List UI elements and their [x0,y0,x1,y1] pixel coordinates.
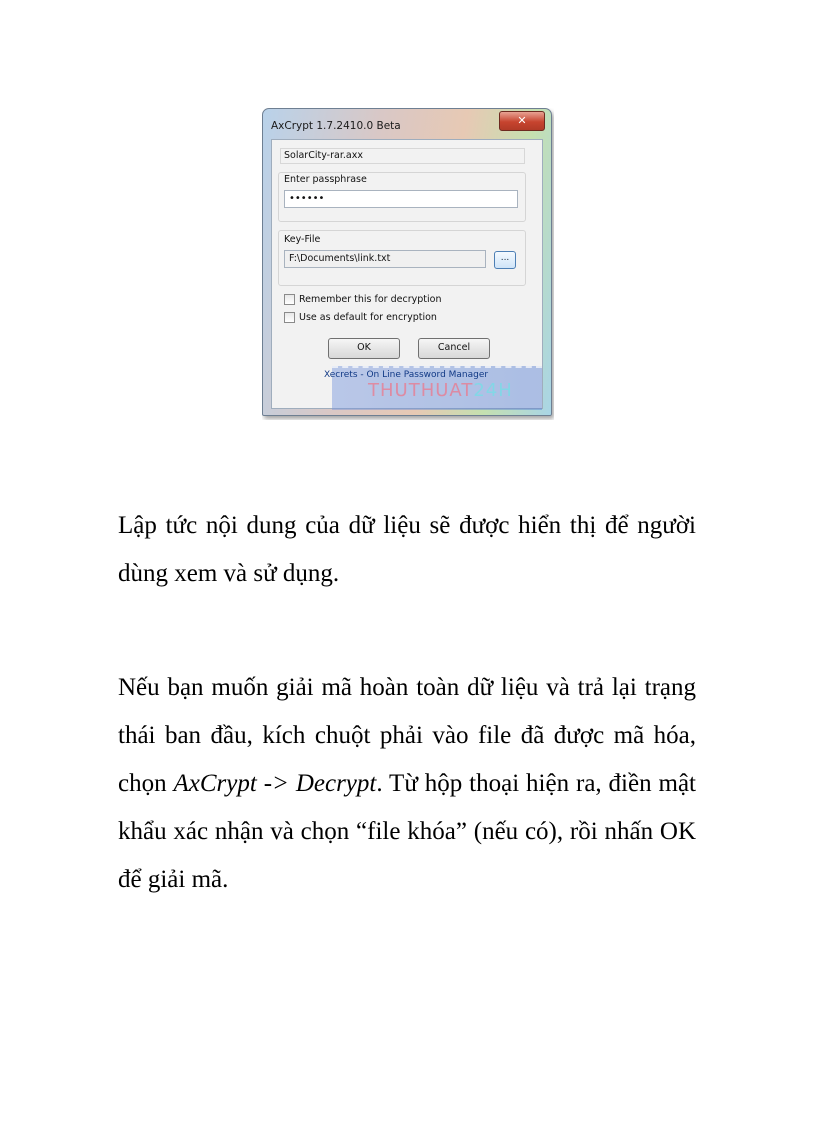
p2-arrow: -> [256,770,296,797]
remember-checkbox-label: Remember this for decryption [299,294,442,305]
dialog-title: AxCrypt 1.7.2410.0 Beta [271,120,401,132]
p2-italic-decrypt: Decrypt [295,770,377,797]
password-manager-link[interactable]: Xecrets - On Line Password Manager [324,370,489,380]
keyfile-input[interactable]: F:\Documents\link.txt [284,250,486,268]
watermark-text-b: 24H [473,380,513,401]
p2-text-1: Nếu bạn muốn giải mã hoàn toàn dữ liệu và trả lại trạng thái ban đầu, kích chuột phải vào file đã được mã hóa, chọn [118,674,696,797]
cancel-button[interactable]: Cancel [418,338,490,359]
filename-display: SolarCity-rar.axx [280,148,525,164]
dialog-client-area [271,139,543,409]
default-checkbox[interactable] [284,312,295,323]
browse-button[interactable]: ... [494,251,516,269]
close-button[interactable]: ✕ [499,111,545,131]
paragraph-result: Lập tức nội dung của dữ liệu sẽ được hiển thị để người dùng xem và sử dụng. [118,512,696,587]
axcrypt-dialog-window [262,108,552,416]
remember-checkbox-row[interactable] [284,294,441,305]
default-checkbox-label: Use as default for encryption [299,312,437,323]
paragraph-decrypt-instructions [118,664,696,904]
passphrase-input[interactable]: •••••• [284,190,518,208]
p2-italic-axcrypt: AxCrypt [173,770,257,797]
keyfile-label: Key-File [284,234,321,245]
p2-text-2: . Từ hộp thoại hiện ra, điền mật khẩu xác nhận và chọn “file khóa” (nếu có), rồi nhấn OK để giải mã. [118,770,696,893]
passphrase-label: Enter passphrase [284,174,367,185]
watermark-text-a: THUTHUAT [368,380,474,401]
default-checkbox-row[interactable] [284,312,437,323]
remember-checkbox[interactable] [284,294,295,305]
ok-button[interactable]: OK [328,338,400,359]
dialog-screenshot [262,108,554,420]
watermark-logo [368,380,513,401]
